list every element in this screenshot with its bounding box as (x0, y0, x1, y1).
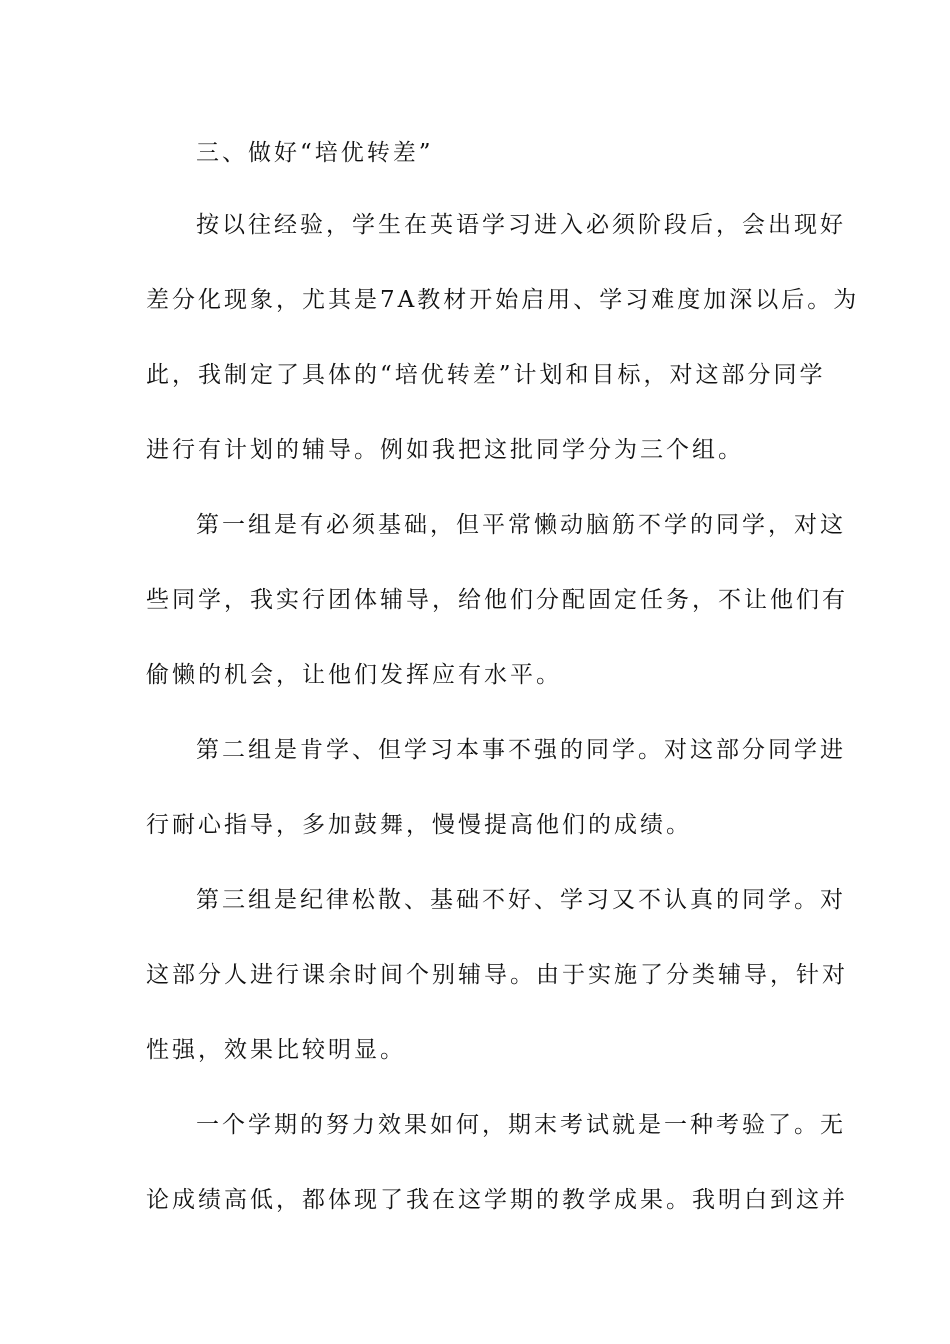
paragraph-line: 些同学，我实行团体辅导，给他们分配固定任务，不让他们有 (146, 587, 848, 613)
paragraph-line: 此，我制定了具体的“培优转差”计划和目标，对这部分同学 (146, 362, 826, 388)
paragraph-line: 按以往经验，学生在英语学习进入必须阶段后，会出现好 (196, 212, 846, 238)
section-heading: 三、做好“培优转差” (196, 140, 434, 166)
paragraph-line: 一个学期的努力效果如何，期末考试就是一种考验了。无 (196, 1112, 846, 1138)
paragraph-line: 性强，效果比较明显。 (146, 1037, 406, 1063)
paragraph-line: 行耐心指导，多加鼓舞，慢慢提高他们的成绩。 (146, 812, 692, 838)
paragraph-line: 偷懒的机会，让他们发挥应有水平。 (146, 662, 562, 688)
paragraph-line: 第二组是肯学、但学习本事不强的同学。对这部分同学进 (196, 737, 846, 763)
paragraph-line: 论成绩高低，都体现了我在这学期的教学成果。我明白到这并 (146, 1187, 848, 1213)
paragraph-line: 进行有计划的辅导。例如我把这批同学分为三个组。 (146, 437, 744, 463)
paragraph-line: 第一组是有必须基础，但平常懒动脑筋不学的同学，对这 (196, 512, 846, 538)
paragraph-line: 第三组是纪律松散、基础不好、学习又不认真的同学。对 (196, 887, 846, 913)
paragraph-line: 差分化现象，尤其是7A教材开始启用、学习难度加深以后。为 (146, 287, 860, 313)
paragraph-line: 这部分人进行课余时间个别辅导。由于实施了分类辅导，针对 (146, 962, 848, 988)
